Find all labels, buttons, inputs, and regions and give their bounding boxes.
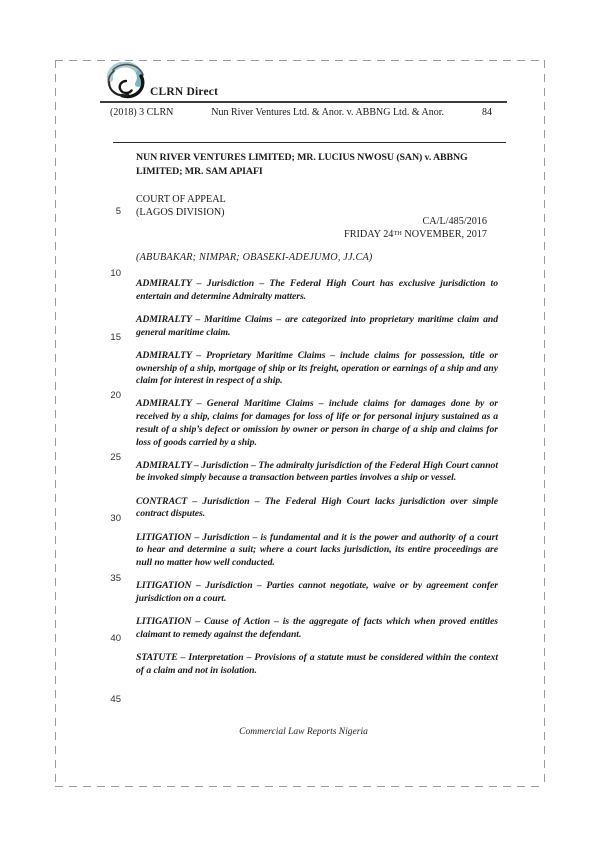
volume-citation: (2018) 3 CLRN [110,107,174,118]
case-reference-block [344,215,487,242]
catchword-paragraph: LITIGATION – Jurisdiction – Parties cannot negotiate, waive or by agreement confer jurisdiction on a court. [136,580,498,604]
clrn-logo-icon [103,62,147,102]
catchwords-section [136,278,498,688]
court-division: (LAGOS DIVISION) [136,207,225,218]
hearing-date: FRIDAY 24TH NOVEMBER, 2017 [344,229,487,240]
court-name: COURT OF APPEAL [136,194,226,205]
catchword-paragraph: STATUTE – Interpretation – Provisions of a statute must be considered within the context of a claim and not in isolation. [136,651,498,676]
catchword-paragraph: ADMIRALTY – General Maritime Claims – include claims for damages done by or received by a ship, claims for damages for loss of life or for personal injury sustained as a result of a ship’s defect or omission by owner or person in charge of a ship and claims for loss of goods carried by a ship. [136,398,498,448]
report-page [55,60,545,787]
line-number: 35 [110,573,121,584]
catchword-paragraph: ADMIRALTY – Jurisdiction – The Federal High Court has exclusive jurisdiction to entertain and determine Admiralty matters. [136,278,498,302]
catchword-paragraph: ADMIRALTY – Maritime Claims – are categorized into proprietary maritime claim and general maritime claim. [136,313,498,338]
line-number: 15 [110,332,121,343]
running-head [110,107,492,118]
footer-imprint: Commercial Law Reports Nigeria [239,727,368,737]
suit-number: CA/L/485/2016 [422,216,487,227]
running-case-title: Nun River Ventures Ltd. & Anor. v. ABBNG Ltd. & Anor. [211,107,445,118]
case-title: NUN RIVER VENTURES LIMITED; MR. LUCIUS NWOSU (SAN) v. ABBNG LIMITED; MR. SAM APIAFI [136,152,468,177]
line-number: 30 [110,513,121,524]
line-number: 25 [110,452,121,463]
header-rule [100,101,507,103]
line-number: 20 [110,390,121,401]
catchword-paragraph: LITIGATION – Cause of Action – is the aggregate of facts which when proved entitles claimant to remedy against the defendant. [136,616,498,640]
catchword-paragraph: LITIGATION – Jurisdiction – is fundamental and it is the power and authority of a court to hear and determine a suit; where a court lacks jurisdiction, its entire proceedings are null no matter how well conducted. [136,531,498,568]
ordinal-superscript: TH [393,229,402,237]
brand-name: CLRN Direct [150,86,219,98]
page-number: 84 [482,107,492,118]
judges-line: (ABUBAKAR; NIMPAR; OBASEKI-ADEJUMO, JJ.CA) [136,252,373,263]
catchword-paragraph: CONTRACT – Jurisdiction – The Federal High Court lacks jurisdiction over simple contract disputes. [136,495,498,520]
line-number: 45 [110,694,121,705]
court-block [136,193,226,219]
catchword-paragraph: ADMIRALTY – Proprietary Maritime Claims – include claims for possession, title or ownership of a ship, mortgage of ship or its freight, operation or earnings of a ship and any claim for interest in respect of a ship. [136,349,498,387]
line-number: 5 [115,206,121,217]
title-rule [113,142,506,143]
catchword-paragraph: ADMIRALTY – Jurisdiction – The admiralty jurisdiction of the Federal High Court cannot be invoked simply because a transaction between parties involves a ship or vessel. [136,459,498,484]
line-number: 40 [110,633,121,644]
line-number: 10 [110,268,121,279]
